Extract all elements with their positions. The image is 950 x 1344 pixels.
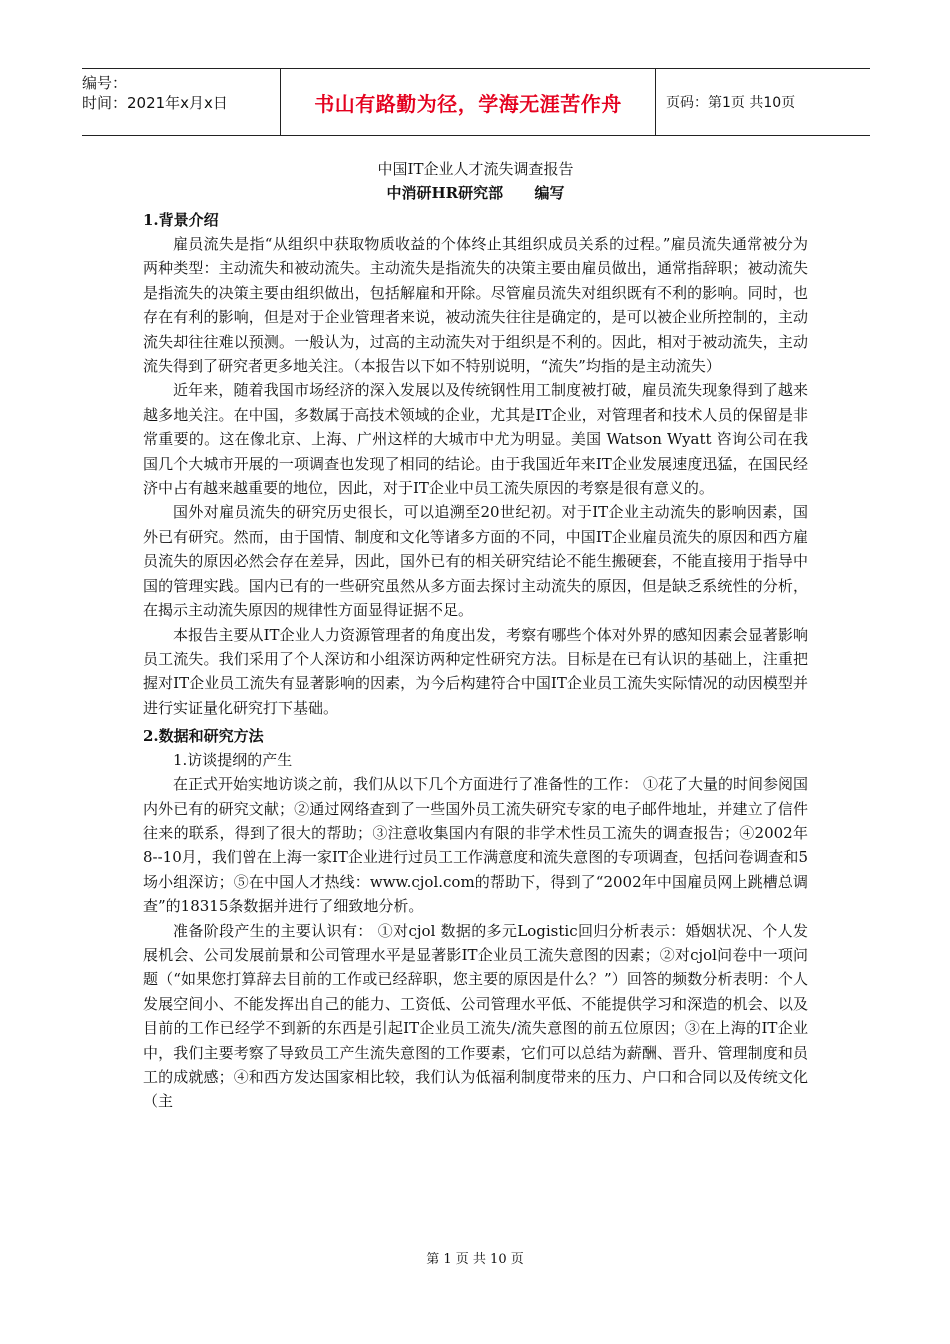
- document-body: [143, 158, 808, 1114]
- paragraph: 在正式开始实地访谈之前，我们从以下几个方面进行了准备性的工作： ①花了大量的时间参阅国内外已有的研究文献；②通过网络查到了一些国外员工流失研究专家的电子邮件地址，并建立了信件往来的联系，得到了很大的帮助；③注意收集国内有限的非学术性员工流失的调查报告；④2002年8--10月，我们曾在上海一家IT企业进行过员工工作满意度和流失意图的专项调查，包括问卷调查和5场小组深访；⑤在中国人才热线：www.cjol.com的帮助下，得到了“2002年中国雇员网上跳槽总调查”的18315条数据并进行了细致地分析。: [143, 775, 808, 916]
- page-footer: 第 1 页 共 10 页: [426, 1252, 524, 1267]
- paragraph: 准备阶段产生的主要认识有： ①对cjol 数据的多元Logistic回归分析表示：婚姻状况、个人发展机会、公司发展前景和公司管理水平是显著影IT企业员工流失意图的因素；②对cjol问卷中一项问题（“如果您打算辞去目前的工作或已经辞职，您主要的原因是什么？”）回答的频数分析表明：个人发展空间小、不能发挥出自己的能力、工资低、公司管理水平低、不能提供学习和深造的机会、以及目前的工作已经学不到新的东西是引起IT企业员工流失/流失意图的前五位原因；③在上海的IT企业中，我们主要考察了导致员工产生流失意图的工作要素，它们可以总结为薪酬、晋升、管理制度和员工的成就感；④和西方发达国家相比较，我们认为低福利制度带来的压力、户口和合同以及传统文化（主: [143, 921, 808, 1111]
- subsection-heading: 1.访谈提纲的产生: [173, 751, 293, 770]
- document-time-label: 时间：2021年x月x日: [82, 94, 228, 112]
- paragraph: 本报告主要从IT企业人力资源管理者的角度出发，考察有哪些个体对外界的感知因素会显著影响员工流失。我们采用了个人深访和小组深访两种定性研究方法。目标是在已有认识的基础上，注重把握对IT企业员工流失有显著影响的因素，为今后构建符合中国IT企业员工流失实际情况的动因模型并进行实证量化研究打下基础。: [143, 625, 808, 717]
- header-motto: 书山有路勤为径，学海无涯苦作舟: [280, 69, 656, 135]
- document-number-label: 编号：: [82, 74, 128, 92]
- page-header: [82, 68, 870, 136]
- header-page-label: 页码：第1页 共10页: [666, 95, 796, 111]
- paragraph: 近年来，随着我国市场经济的深入发展以及传统钢性用工制度被打破，雇员流失现象得到了越来越多地关注。在中国，多数属于高技术领域的企业，尤其是IT企业，对管理者和技术人员的保留是非常重要的。这在像北京、上海、广州这样的大城市中尤为明显。美国 Watson Wyatt 咨询公司在我国几个大城市开展的一项调查也发现了相同的结论。由于我国近年来IT企业发展速度迅猛，在国民经济中占有越来越重要的地位，因此，对于IT企业中员工流失原因的考察是很有意义的。: [143, 381, 808, 498]
- paragraph: 国外对雇员流失的研究历史很长，可以追溯至20世纪初。对于IT企业主动流失的影响因素，国外已有研究。然而，由于国情、制度和文化等诸多方面的不同，中国IT企业雇员流失的原因和西方雇员流失的原因必然会存在差异，因此，国外已有的相关研究结论不能生搬硬套，不能直接用于指导中国的管理实践。国内已有的一些研究虽然从多方面去探讨主动流失的原因，但是缺乏系统性的分析，在揭示主动流失原因的规律性方面显得证据不足。: [143, 503, 808, 620]
- section-heading-background: 1.背景介绍: [143, 211, 219, 229]
- section-heading-methods: 2.数据和研究方法: [143, 727, 264, 746]
- header-meta: [82, 69, 280, 135]
- document-title: 中国IT企业人才流失调查报告: [377, 160, 574, 178]
- document-author: 中消研HR研究部 编写: [386, 184, 565, 202]
- paragraph: 雇员流失是指“从组织中获取物质收益的个体终止其组织成员关系的过程。”雇员流失通常被分为两种类型：主动流失和被动流失。主动流失是指流失的决策主要由雇员做出，通常指辞职；被动流失是指流失的决策主要由组织做出，包括解雇和开除。尽管雇员流失对组织既有不利的影响。同时，也存在有利的影响，但是对于企业管理者来说，被动流失往往是确定的，是可以被企业所控制的，主动流失却往往难以预测。一般认为，过高的主动流失对于组织是不利的。因此，相对于被动流失，主动流失得到了研究者更多地关注。（本报告以下如不特别说明，“流失”均指的是主动流失）: [143, 235, 808, 376]
